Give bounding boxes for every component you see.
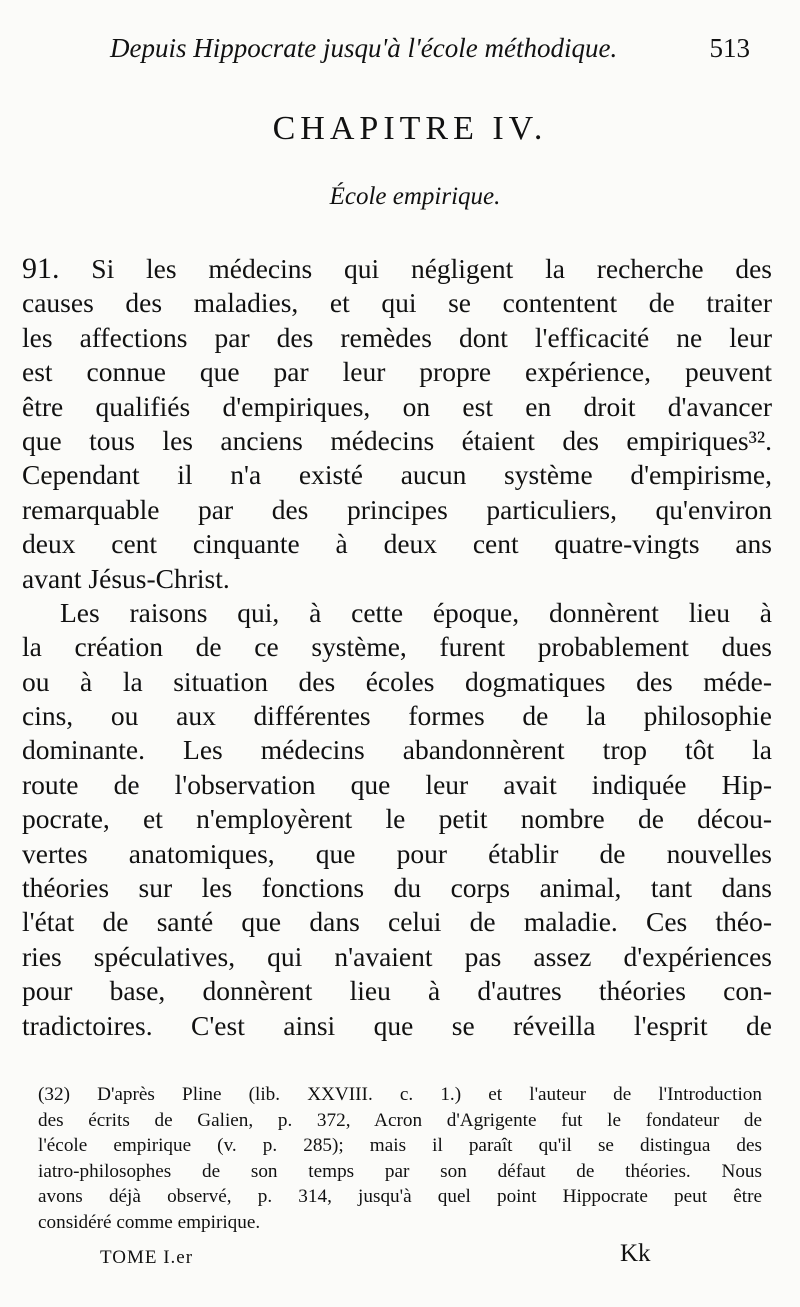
body-text: [22, 252, 772, 1043]
section-title: École empirique.: [329, 183, 501, 210]
paragraph-2-line: pocrate, et n'employèrent le petit nombre de décou-: [22, 803, 772, 835]
paragraph-1-line: remarquable par des principes particuliers, qu'environ: [22, 493, 772, 525]
paragraph-1-line: 91. Si les médecins qui négligent la recherche des: [22, 252, 773, 285]
running-head-title: Depuis Hippocrate jusqu'à l'école méthodique.: [110, 33, 618, 63]
paragraph-2-line: tradictoires. C'est ainsi que se réveilla l'esprit de: [22, 1009, 772, 1041]
paragraph-1-line: être qualifiés d'empiriques, on est en droit d'avancer: [22, 390, 772, 422]
paragraph-2-line: pour base, donnèrent lieu à d'autres théories con-: [22, 975, 772, 1007]
paragraph-1-line: avant Jésus-Christ.: [22, 562, 230, 594]
footnote-line: avons déjà observé, p. 314, jusqu'à quel point Hippocrate peut être: [38, 1186, 762, 1208]
paragraph-2-line: ries spéculatives, qui n'avaient pas assez d'expériences: [22, 940, 772, 972]
paragraph-1-line: est connue que par leur propre expérience, peuvent: [22, 356, 772, 388]
gathering-signature: Kk: [620, 1240, 651, 1267]
paragraph-1-line: que tous les anciens médecins étaient des empiriques³².: [22, 424, 772, 456]
paragraph-2-line: cins, ou aux différentes formes de la philosophie: [22, 700, 772, 732]
paragraph-1-line: deux cent cinquante à deux cent quatre-vingts ans: [22, 528, 772, 560]
footnote-line: (32) D'après Pline (lib. XXVIII. c. 1.) et l'auteur de l'Introduction: [38, 1084, 762, 1105]
chapter-title: CHAPITRE IV.: [272, 110, 548, 147]
footnote-line: considéré comme empirique.: [38, 1211, 261, 1233]
footnote-line: des écrits de Galien, p. 372, Acron d'Agrigente fut le fondateur de: [38, 1109, 762, 1131]
paragraph-2-line: dominante. Les médecins abandonnèrent trop tôt la: [22, 734, 772, 766]
paragraph-2-line: théories sur les fonctions du corps animal, tant dans: [22, 872, 772, 904]
paragraph-2-line: la création de ce système, furent probablement dues: [22, 631, 772, 663]
page-number: 513: [709, 33, 750, 63]
paragraph-2-line: ou à la situation des écoles dogmatiques des méde-: [22, 665, 772, 697]
paragraph-2-line: l'état de santé que dans celui de maladie. Ces théo-: [22, 906, 772, 938]
paragraph-2-line: route de l'observation que leur avait indiquée Hip-: [22, 768, 772, 800]
paragraph-1-line: causes des maladies, et qui se contentent de traiter: [22, 287, 772, 319]
paragraph-number: 91.: [22, 252, 60, 285]
paragraph-2-line: vertes anatomiques, que pour établir de nouvelles: [22, 837, 772, 869]
footnote: [38, 1082, 762, 1236]
paragraph-2-line: Les raisons qui, à cette époque, donnèrent lieu à: [60, 596, 772, 628]
volume-signature: TOME I.er: [100, 1247, 194, 1268]
footnote-line: l'école empirique (v. p. 285); mais il paraît qu'il se distingua des: [38, 1135, 762, 1157]
running-head: [110, 33, 750, 69]
paragraph-1-line: les affections par des remèdes dont l'efficacité ne leur: [22, 321, 772, 353]
paragraph-1-line: Cependant il n'a existé aucun système d'empirisme,: [22, 459, 772, 491]
footnote-line: iatro-philosophes de son temps par son défaut de théories. Nous: [38, 1160, 762, 1182]
